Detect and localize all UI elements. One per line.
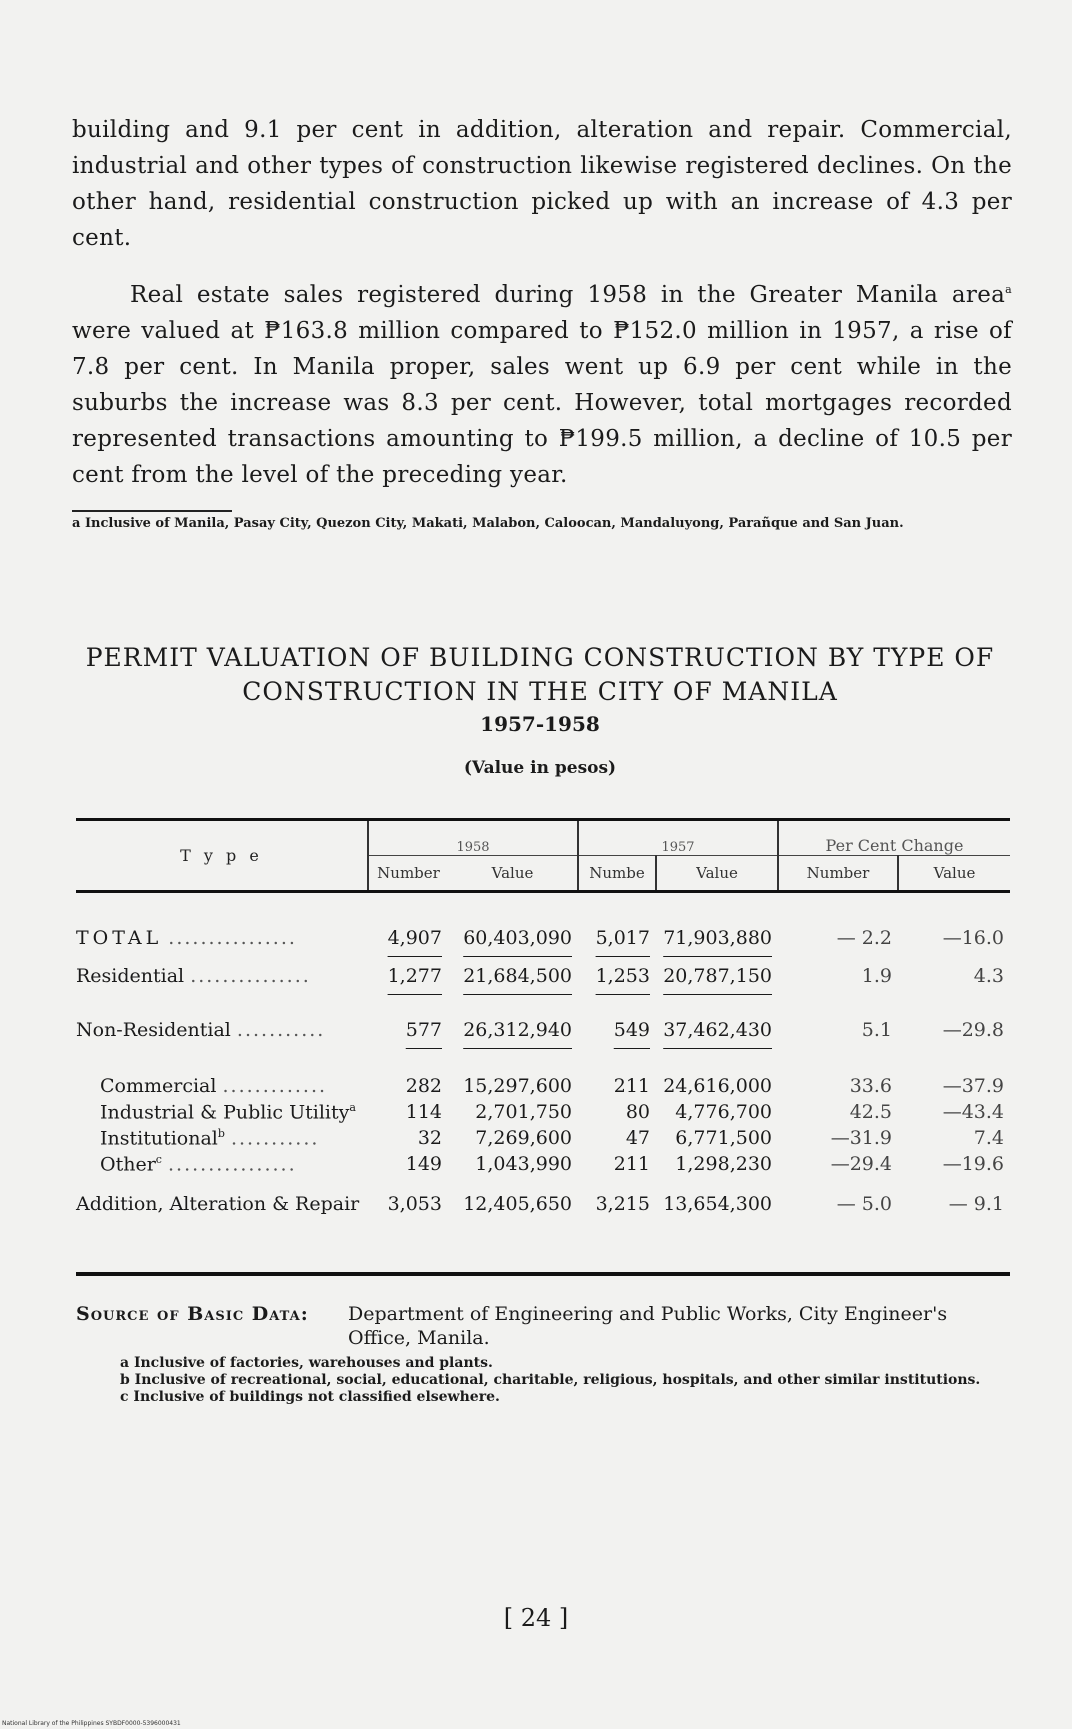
table-row-industrial <box>76 1099 1010 1125</box>
cell-value-pct: —43.4 <box>942 1101 1004 1123</box>
number-1957-header: Numbe <box>578 856 656 892</box>
cell-value-1958: 12,405,650 <box>463 1193 572 1215</box>
source-text: Department of Engineering and Public Works, City Engineer's Office, Manila. <box>348 1303 948 1349</box>
table-title-line-1: PERMIT VALUATION OF BUILDING CONSTRUCTION BY TYPE OF <box>85 643 995 672</box>
row-note-marker: a <box>349 1100 356 1114</box>
row-label: Residential <box>76 965 185 987</box>
value-1957-header: Value <box>656 856 778 892</box>
cell-value-pct: 4.3 <box>973 965 1004 987</box>
cell-value-1957: 20,787,150 <box>663 965 772 987</box>
number-pct-header: Number <box>778 856 898 892</box>
number-1958-header: Number <box>368 856 448 892</box>
leader-dots: ................ <box>168 1153 297 1176</box>
cell-number-pct: — 2.2 <box>836 927 892 949</box>
row-label: Non-Residential <box>76 1019 231 1041</box>
cell-number-pct: 33.6 <box>849 1075 892 1097</box>
source-label: Source of Basic Data: <box>76 1303 309 1325</box>
footnote-rule <box>72 510 232 512</box>
cell-value-pct: 7.4 <box>973 1127 1004 1149</box>
table-row-other <box>76 1151 1010 1177</box>
cell-value-1958: 7,269,600 <box>475 1127 572 1149</box>
table-row-commercial <box>76 1073 1010 1099</box>
cell-number-pct: 42.5 <box>849 1101 892 1123</box>
cell-number-1957: 3,215 <box>595 1193 650 1215</box>
cell-number-1957: 47 <box>625 1127 650 1149</box>
row-label: Commercial <box>100 1075 217 1097</box>
table-row-total <box>76 892 1010 950</box>
cell-number-1957: 1,253 <box>595 965 650 987</box>
leader-dots: ........... <box>230 1127 320 1150</box>
paragraph-2-start: Real estate sales registered during 1958 in the Greater Manila area <box>130 281 1006 308</box>
cell-number-1957: 211 <box>613 1075 650 1097</box>
table-years: 1957-1958 <box>480 712 600 736</box>
cell-value-1958: 15,297,600 <box>463 1075 572 1097</box>
footnote-ref-a: a <box>1005 283 1012 296</box>
footnote-a: a Inclusive of factories, warehouses and plants. <box>120 1355 493 1371</box>
table-footnotes <box>76 1355 1016 1406</box>
cell-number-1957: 5,017 <box>595 927 650 949</box>
cell-value-pct: —29.8 <box>942 1019 1004 1041</box>
cell-value-1958: 26,312,940 <box>463 1019 572 1041</box>
cell-value-1957: 37,462,430 <box>663 1019 772 1041</box>
cell-number-pct: — 5.0 <box>836 1193 892 1215</box>
cell-value-1957: 24,616,000 <box>663 1075 772 1097</box>
cell-value-pct: —19.6 <box>942 1153 1004 1175</box>
table-bottom-rule <box>76 1272 1010 1276</box>
row-label: Institutional <box>100 1127 218 1150</box>
cell-value-1957: 13,654,300 <box>663 1193 772 1215</box>
cell-value-pct: —16.0 <box>942 927 1004 949</box>
table-title-line-2: CONSTRUCTION IN THE CITY OF MANILA <box>242 677 838 706</box>
cell-number-1958: 3,053 <box>387 1193 442 1215</box>
type-column-header: T y p e <box>180 846 263 865</box>
leader-dots: ............. <box>222 1075 328 1097</box>
cell-number-pct: —29.4 <box>830 1153 892 1175</box>
year-1958-header: 1958 <box>368 820 578 856</box>
body-paragraph-1: building and 9.1 per cent in addition, alteration and repair. Commercial, industrial and other types of construction likewise registered declines. On the other hand, residential construction picked up with an increase of 4.3 per cent. <box>72 117 1012 251</box>
year-1957-header: 1957 <box>578 820 778 856</box>
footnote-b: b Inclusive of recreational, social, educational, charitable, religious, hospitals, and other similar institutions. <box>120 1372 981 1388</box>
row-label: Industrial & Public Utility <box>100 1101 350 1124</box>
cell-number-1958: 32 <box>417 1127 442 1149</box>
row-label: Addition, Alteration & Repair <box>76 1193 360 1215</box>
cell-number-1957: 549 <box>613 1019 650 1041</box>
cell-number-1958: 4,907 <box>387 927 442 949</box>
row-note-marker: c <box>155 1152 162 1166</box>
cell-number-1958: 114 <box>405 1101 442 1123</box>
row-label: TOTAL <box>76 927 163 949</box>
cell-value-1957: 71,903,880 <box>663 927 772 949</box>
cell-value-1958: 1,043,990 <box>475 1153 572 1175</box>
cell-number-1958: 282 <box>405 1075 442 1097</box>
paragraph-2-rest: were valued at ₱163.8 million compared to ₱152.0 million in 1957, a rise of 7.8 per cent. In Manila proper, sales went up 6.9 per cent while in the suburbs the increase was 8.3 per cent. However, total mortgages recorded represented transactions amounting to ₱199.5 million, a decline of 10.5 per cent from the level of the preceding year. <box>72 317 1012 488</box>
value-pct-header: Value <box>898 856 1010 892</box>
footnote-c: c Inclusive of buildings not classified elsewhere. <box>120 1389 500 1405</box>
cell-value-1958: 60,403,090 <box>463 927 572 949</box>
cell-number-1958: 149 <box>405 1153 442 1175</box>
source-note <box>76 1302 1016 1350</box>
value-1958-header: Value <box>448 856 578 892</box>
cell-value-pct: —37.9 <box>942 1075 1004 1097</box>
page-number: [ 24 ] <box>503 1604 569 1632</box>
cell-number-pct: 5.1 <box>861 1019 892 1041</box>
cell-value-pct: — 9.1 <box>948 1193 1004 1215</box>
footnote-area-a: a Inclusive of Manila, Pasay City, Quezon City, Makati, Malabon, Caloocan, Mandaluyong, Parañque and San Juan. <box>72 516 904 531</box>
archive-footer: National Library of the Philippines SYBDF0000-5396000431 <box>2 1720 181 1727</box>
leader-dots: ............... <box>190 965 311 987</box>
table-row-residential <box>76 949 1010 1003</box>
cell-number-1958: 577 <box>405 1019 442 1041</box>
leader-dots: ........... <box>236 1019 326 1041</box>
cell-number-1957: 80 <box>625 1101 650 1123</box>
construction-valuation-table <box>76 818 1010 1231</box>
body-paragraph-2 <box>72 272 1012 493</box>
cell-number-pct: 1.9 <box>861 965 892 987</box>
row-label: Other <box>100 1153 156 1176</box>
row-note-marker: b <box>217 1126 225 1140</box>
table-row-addition <box>76 1177 1010 1231</box>
percent-change-header: Per Cent Change <box>778 820 1010 856</box>
cell-value-1957: 6,771,500 <box>675 1127 772 1149</box>
cell-number-1958: 1,277 <box>387 965 442 987</box>
cell-value-1957: 1,298,230 <box>675 1153 772 1175</box>
cell-value-1958: 2,701,750 <box>475 1101 572 1123</box>
table-row-non-residential <box>76 1003 1010 1057</box>
cell-number-1957: 211 <box>613 1153 650 1175</box>
leader-dots: ................ <box>168 927 297 949</box>
cell-value-1958: 21,684,500 <box>463 965 572 987</box>
table-row-institutional <box>76 1125 1010 1151</box>
cell-number-pct: —31.9 <box>830 1127 892 1149</box>
cell-value-1957: 4,776,700 <box>675 1101 772 1123</box>
unit-note: (Value in pesos) <box>463 758 617 778</box>
